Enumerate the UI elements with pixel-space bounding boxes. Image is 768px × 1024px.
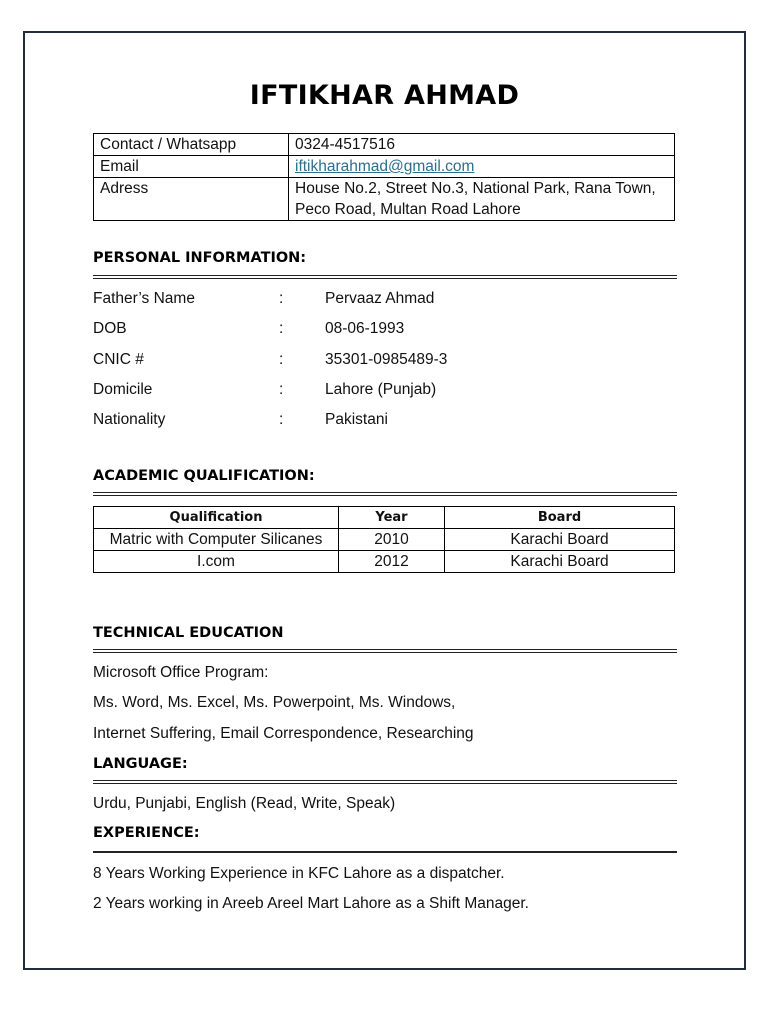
experience-line: 8 Years Working Experience in KFC Lahore as a dispatcher.	[93, 865, 505, 882]
contact-address-value: House No.2, Street No.3, National Park, Rana Town, Peco Road, Multan Road Lahore	[289, 178, 675, 221]
personal-key: Domicile	[93, 381, 153, 398]
personal-heading: PERSONAL INFORMATION:	[93, 250, 307, 266]
personal-colon: :	[279, 290, 284, 307]
qualification-cell: Matric with Computer Silicanes	[94, 529, 339, 551]
contact-row-email	[94, 156, 675, 178]
contact-phone-value: 0324-4517516	[289, 134, 675, 156]
personal-value: Lahore (Punjab)	[325, 381, 437, 398]
personal-colon: :	[279, 320, 284, 337]
experience-heading: EXPERIENCE:	[93, 825, 200, 841]
year-cell: 2012	[339, 551, 445, 573]
personal-key: DOB	[93, 320, 127, 337]
contact-email-cell	[289, 156, 675, 178]
table-row	[94, 529, 675, 551]
personal-key: Nationality	[93, 411, 166, 428]
academic-header-row	[94, 507, 675, 529]
personal-value: 08-06-1993	[325, 320, 405, 337]
language-line: Urdu, Punjabi, English (Read, Write, Speak)	[93, 795, 396, 812]
personal-key: CNIC #	[93, 351, 144, 368]
qualification-cell: I.com	[94, 551, 339, 573]
section-divider	[93, 275, 677, 279]
personal-value: Pakistani	[325, 411, 388, 428]
board-cell: Karachi Board	[445, 529, 675, 551]
personal-colon: :	[279, 411, 284, 428]
experience-line: 2 Years working in Areeb Areel Mart Lahore as a Shift Manager.	[93, 895, 529, 912]
contact-key: Adress	[94, 178, 289, 221]
personal-key: Father’s Name	[93, 290, 195, 307]
column-header: Board	[445, 507, 675, 529]
language-heading: LANGUAGE:	[93, 756, 188, 772]
section-divider	[93, 492, 677, 496]
personal-colon: :	[279, 381, 284, 398]
table-row	[94, 551, 675, 573]
candidate-name: IFTIKHAR AHMAD	[249, 80, 520, 111]
section-divider	[93, 649, 677, 653]
board-cell: Karachi Board	[445, 551, 675, 573]
email-link[interactable]: iftikharahmad@gmail.com	[295, 158, 475, 175]
contact-row-address	[94, 178, 675, 221]
column-header: Year	[339, 507, 445, 529]
personal-colon: :	[279, 351, 284, 368]
academic-table	[93, 506, 675, 573]
year-cell: 2010	[339, 529, 445, 551]
personal-value: Pervaaz Ahmad	[325, 290, 435, 307]
technical-line: Internet Suffering, Email Correspondence, Researching	[93, 725, 474, 742]
section-divider	[93, 851, 677, 853]
column-header: Qualification	[94, 507, 339, 529]
technical-line: Ms. Word, Ms. Excel, Ms. Powerpoint, Ms. Windows,	[93, 694, 456, 711]
contact-key: Email	[94, 156, 289, 178]
contact-row-phone	[94, 134, 675, 156]
contact-key: Contact / Whatsapp	[94, 134, 289, 156]
contact-table	[93, 133, 675, 221]
section-divider	[93, 780, 677, 784]
technical-heading: TECHNICAL EDUCATION	[93, 625, 284, 641]
personal-value: 35301-0985489-3	[325, 351, 448, 368]
technical-line: Microsoft Office Program:	[93, 664, 269, 681]
academic-heading: ACADEMIC QUALIFICATION:	[93, 468, 315, 484]
